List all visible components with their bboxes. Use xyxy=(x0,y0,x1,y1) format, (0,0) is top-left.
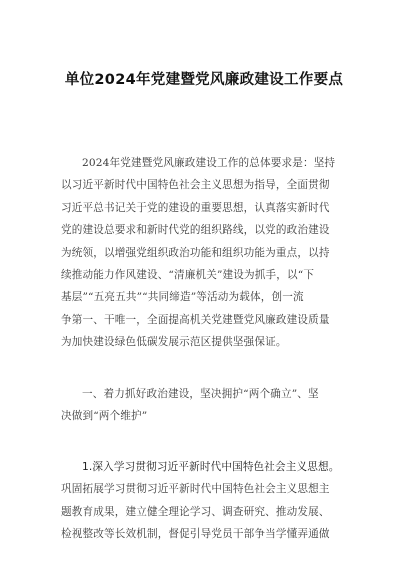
item-lead-line: 1.深入学习贯彻习近平新时代中国特色社会主义思想。 xyxy=(82,461,340,473)
paragraph-line: 续推动能力作风建设、“清廉机关”建设为抓手，以“下 xyxy=(61,269,315,282)
paragraph-general-requirements xyxy=(61,152,351,354)
heading-line: 决做到“两个维护” xyxy=(61,410,148,423)
paragraph-line: 基层”“五亮五共”“共同缔造”等活动为载体，创一流 xyxy=(61,291,304,304)
paragraph-line: 争第一、干唯一，全面提高机关党建暨党风廉政建设质量 xyxy=(61,313,330,326)
document-title: 单位2024年党建暨党风廉政建设工作要点 xyxy=(64,72,344,88)
section-heading-political-building xyxy=(61,383,351,428)
paragraph-line: 党的建设总要求和新时代党的组织路线，以党的政治建设 xyxy=(61,224,330,237)
paragraph-line: 以习近平新时代中国特色社会主义思想为指导，全面贯彻 xyxy=(61,179,330,192)
paragraph-line: 题教育成果，建立健全理论学习、调查研究、推动发展、 xyxy=(61,505,330,518)
paragraph-item-1 xyxy=(61,456,351,546)
paragraph-line: 检视整改等长效机制，督促引导党员干部争当学懂弄通做 xyxy=(61,528,330,541)
paragraph-line: 为加快建设绿色低碳发展示范区提供坚强保证。 xyxy=(61,336,287,349)
paragraph-line: 习近平总书记关于党的建设的重要思想，认真落实新时代 xyxy=(61,201,330,214)
paragraph-line: 巩固拓展学习贯彻习近平新时代中国特色社会主义思想主 xyxy=(61,483,330,496)
paragraph-line: 为统领，以增强党组织政治功能和组织功能为重点，以持 xyxy=(61,246,330,259)
heading-line: 一、着力抓好政治建设，坚决拥护“两个确立”、坚 xyxy=(82,388,319,400)
paragraph-line: 2024年党建暨党风廉政建设工作的总体要求是：坚持 xyxy=(82,157,336,169)
